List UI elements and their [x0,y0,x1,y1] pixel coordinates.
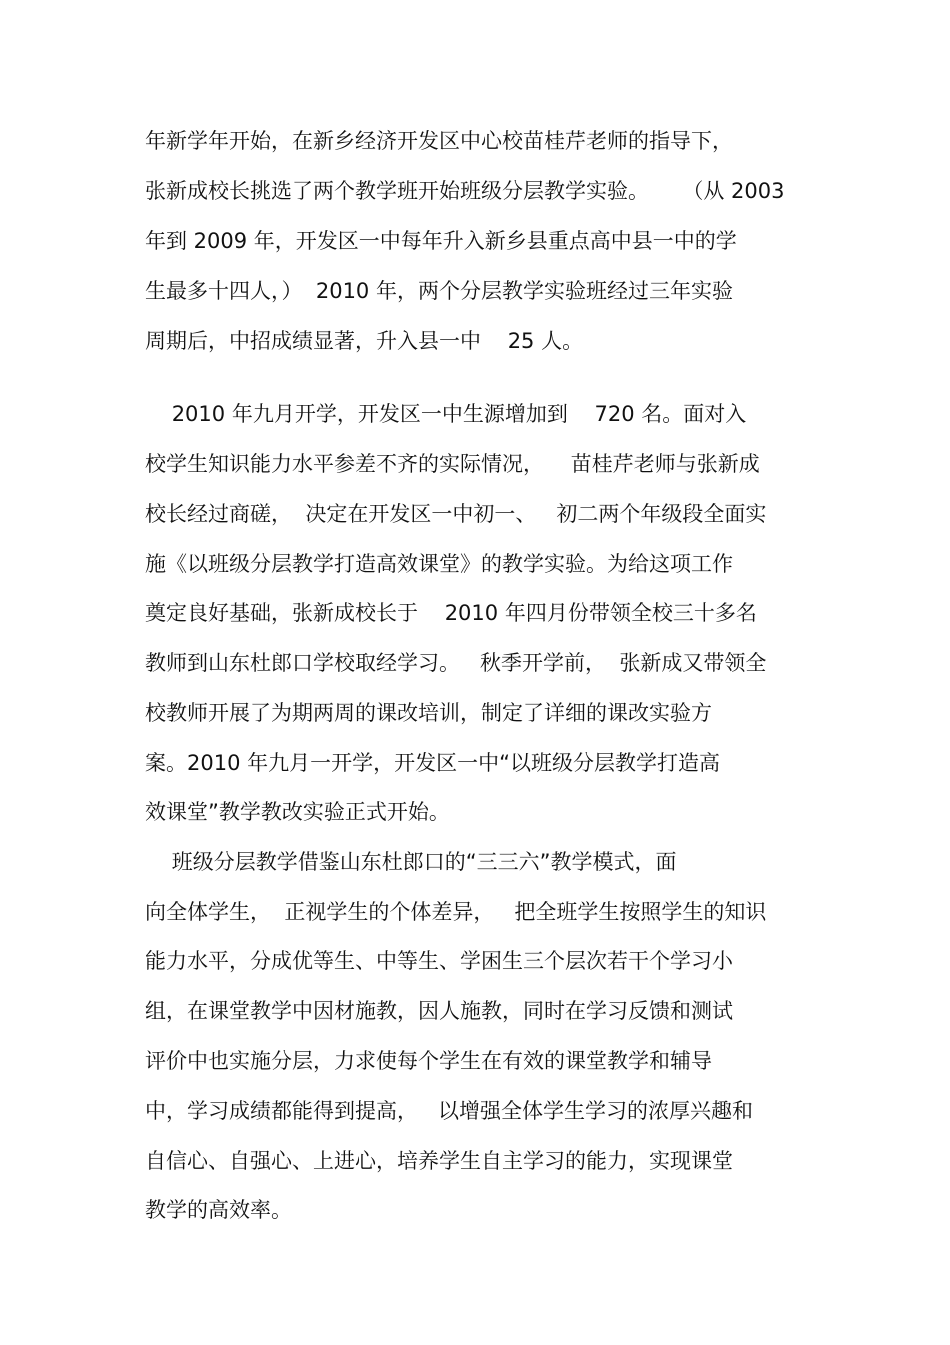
text-line: 校教师开展了为期两周的课改培训，制定了详细的课改实验方 [145,701,712,725]
text-line: 周期后，中招成绩显著，升入县一中 25 人。 [145,329,584,353]
text-line: 年新学年开始，在新乡经济开发区中心校苗桂芹老师的指导下， [145,129,733,153]
text-line: 年到 2009 年，开发区一中每年升入新乡县重点高中县一中的学 [145,229,737,253]
text-line: 教师到山东杜郎口学校取经学习。 秋季开学前， 张新成又带领全 [145,651,767,675]
text-line: 自信心、自强心、上进心，培养学生自主学习的能力，实现课堂 [145,1149,733,1173]
text-line: 班级分层教学借鉴山东杜郎口的“三三六”教学模式，面 [145,850,677,874]
text-line: 教学的高效率。 [145,1198,292,1222]
text-line: 效课堂”教学教改实验正式开始。 [145,800,450,824]
text-line: 案。2010 年九月一开学，开发区一中“以班级分层教学打造高 [145,751,720,775]
text-line: 组，在课堂教学中因材施教，因人施教，同时在学习反馈和测试 [145,999,733,1023]
text-line: 生最多十四人，） 2010 年，两个分层教学实验班经过三年实验 [145,279,733,303]
text-line: 校学生知识能力水平参差不齐的实际情况， 苗桂芹老师与张新成 [145,452,760,476]
text-line: 中，学习成绩都能得到提高， 以增强全体学生学习的浓厚兴趣和 [145,1099,754,1123]
text-line: 校长经过商磋， 决定在开发区一中初一、 初二两个年级段全面实 [145,502,767,526]
text-line: 奠定良好基础，张新成校长于 2010 年四月份带领全校三十多名 [145,601,757,625]
text-line: 能力水平，分成优等生、中等生、学困生三个层次若干个学习小 [145,949,733,973]
text-line: 张新成校长挑选了两个教学班开始班级分层教学实验。 （从 2003 [145,179,785,203]
text-line: 施《以班级分层教学打造高效课堂》的教学实验。为给这项工作 [145,552,733,576]
text-line: 评价中也实施分层，力求使每个学生在有效的课堂教学和辅导 [145,1049,712,1073]
text-line: 2010 年九月开学，开发区一中生源增加到 720 名。面对入 [145,402,747,426]
text-line: 向全体学生， 正视学生的个体差异， 把全班学生按照学生的知识 [145,900,767,924]
